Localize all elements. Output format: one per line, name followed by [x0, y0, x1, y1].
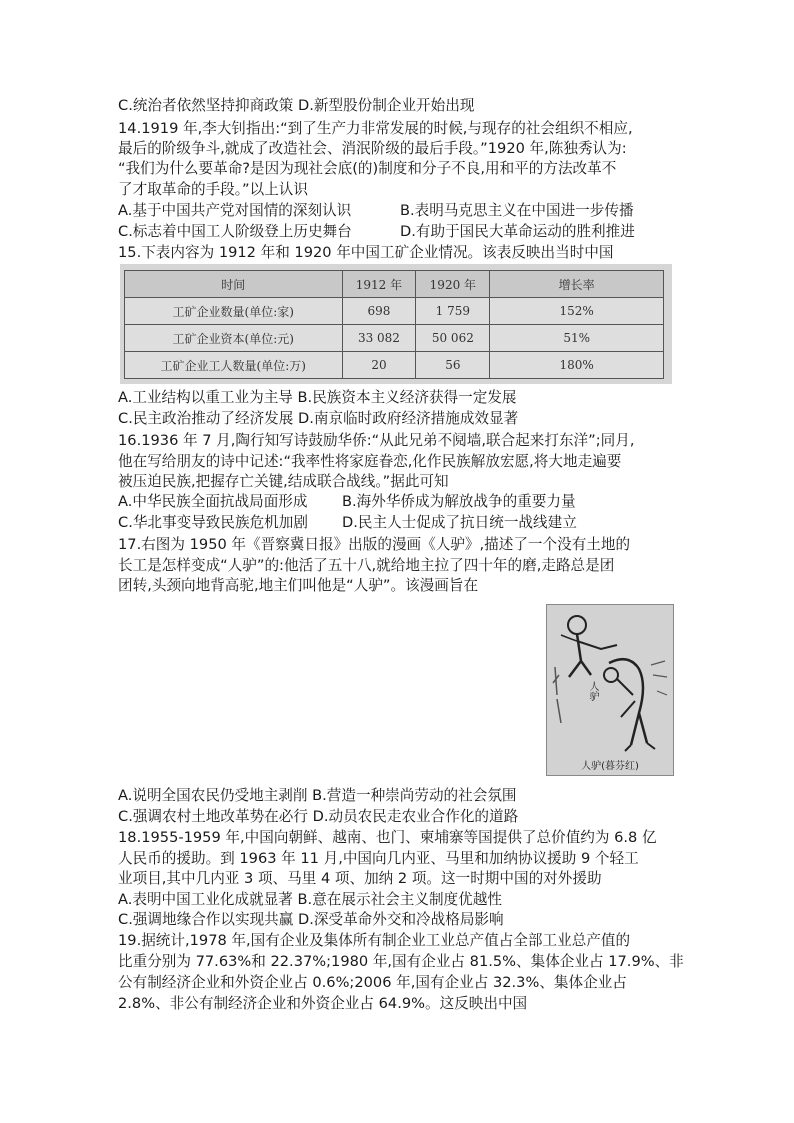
- question-18-options-cd: C.强调地缘合作以实现共赢 D.深受革命外交和冷战格局影响: [118, 911, 504, 928]
- cartoon-caption: 人驴(暮芬红): [581, 761, 639, 772]
- question-19-text: 2.8%、非公有制经济企业和外资企业占 64.9%。这反映出中国: [118, 995, 528, 1012]
- table-row: [125, 325, 664, 352]
- question-18-text: 业项目,其中几内亚 3 项、马里 4 项、加纳 2 项。这一时期中国的对外援助: [118, 870, 602, 887]
- table-header: 时间: [125, 271, 343, 298]
- data-table-image: [120, 264, 672, 384]
- question-14-option-b: B.表明马克思主义在中国进一步传播: [400, 202, 634, 219]
- cartoon-body-label: 人驴: [587, 681, 598, 701]
- table-header: 1920 年: [416, 271, 490, 298]
- table-cell: 1 759: [416, 298, 490, 325]
- cartoon-drawing: [547, 605, 673, 775]
- table-cell: 50 062: [416, 325, 490, 352]
- question-15-options-cd: C.民主政治推动了经济发展 D.南京临时政府经济措施成效显著: [118, 410, 519, 427]
- question-15-options-ab: A.工业结构以重工业为主导 B.民族资本主义经济获得一定发展: [118, 389, 517, 406]
- table-cell: 工矿企业数量(单位:家): [125, 298, 343, 325]
- table-cell: 698: [342, 298, 416, 325]
- table-cell: 33 082: [342, 325, 416, 352]
- table-header-row: [125, 271, 664, 298]
- question-18-text: 18.1955-1959 年,中国向朝鲜、越南、也门、柬埔寨等国提供了总价值约为 6.8 亿: [118, 829, 657, 846]
- question-18-text: 人民币的援助。到 1963 年 11 月,中国向几内亚、马里和加纳协议援助 9 个轻工: [118, 850, 639, 867]
- question-17-options-cd: C.强调农村土地改革势在必行 D.动员农民走农业合作化的道路: [118, 808, 519, 825]
- question-17-text: 团转,头颈向地背高驼,地主们叫他是“人驴”。该漫画旨在: [118, 577, 479, 594]
- question-14-text: 最后的阶级争斗,就成了改造社会、消泯阶级的最后手段。”1920 年,陈独秀认为:: [118, 140, 627, 157]
- question-16-text: 16.1936 年 7 月,陶行知写诗鼓励华侨:“从此兄弟不阋墙,联合起来打东洋”;同月,: [118, 432, 635, 449]
- table-cell: 180%: [490, 352, 664, 379]
- cartoon-image: [546, 604, 674, 776]
- question-19-text: 比重分别为 77.63%和 22.37%;1980 年,国有企业占 81.5%、集体企业占 17.9%、非: [118, 953, 684, 970]
- question-16-option-c: C.华北事变导致民族危机加剧: [118, 514, 308, 531]
- text-line: C.统治者依然坚持抑商政策 D.新型股份制企业开始出现: [118, 97, 475, 114]
- table-cell: 56: [416, 352, 490, 379]
- question-17-text: 17.右图为 1950 年《晋察冀日报》出版的漫画《人驴》,描述了一个没有土地的: [118, 536, 631, 553]
- question-16-option-d: D.民主人士促成了抗日统一战线建立: [342, 514, 577, 531]
- question-14-option-c: C.标志着中国工人阶级登上历史舞台: [118, 223, 352, 240]
- question-18-options-ab: A.表明中国工业化成就显著 B.意在展示社会主义制度优越性: [118, 891, 502, 908]
- question-14-option-a: A.基于中国共产党对国情的深刻认识: [118, 202, 352, 219]
- table-cell: 152%: [490, 298, 664, 325]
- table-header: 增长率: [490, 271, 664, 298]
- question-15-text: 15.下表内容为 1912 年和 1920 年中国工矿企业情况。该表反映出当时中国: [118, 244, 614, 261]
- table-header: 1912 年: [342, 271, 416, 298]
- question-14-text: “我们为什么要革命?是因为现社会底(的)制度和分子不良,用和平的方法改革不: [118, 160, 617, 177]
- question-16-text: 被压迫民族,把握存亡关键,结成联合战线。”据此可知: [118, 473, 449, 490]
- question-16-option-a: A.中华民族全面抗战局面形成: [118, 493, 308, 510]
- question-14-option-d: D.有助于国民大革命运动的胜利推进: [400, 223, 635, 240]
- table-row: [125, 352, 664, 379]
- question-16-text: 他在写给朋友的诗中记述:“我率性将家庭眷恋,化作民族解放宏愿,将大地走遍要: [118, 453, 622, 470]
- question-16-option-b: B.海外华侨成为解放战争的重要力量: [342, 493, 576, 510]
- question-19-text: 19.据统计,1978 年,国有企业及集体所有制企业工业总产值占全部工业总产值的: [118, 932, 631, 949]
- question-17-options-ab: A.说明全国农民仍受地主剥削 B.营造一种崇尚劳动的社会氛围: [118, 787, 517, 804]
- question-14-text: 了才取革命的手段。”以上认识: [118, 181, 308, 198]
- table-row: [125, 298, 664, 325]
- question-14-text: 14.1919 年,李大钊指出:“到了生产力非常发展的时候,与现存的社会组织不相应,: [118, 120, 633, 137]
- table-cell: 51%: [490, 325, 664, 352]
- data-table: [124, 270, 664, 379]
- question-19-text: 公有制经济企业和外资企业占 0.6%;2006 年,国有企业占 32.3%、集体企业占: [118, 974, 627, 991]
- table-cell: 工矿企业工人数量(单位:万): [125, 352, 343, 379]
- table-cell: 20: [342, 352, 416, 379]
- question-17-text: 长工是怎样变成“人驴”的:他活了五十八,就给地主拉了四十年的磨,走路总是团: [118, 557, 615, 574]
- table-cell: 工矿企业资本(单位:元): [125, 325, 343, 352]
